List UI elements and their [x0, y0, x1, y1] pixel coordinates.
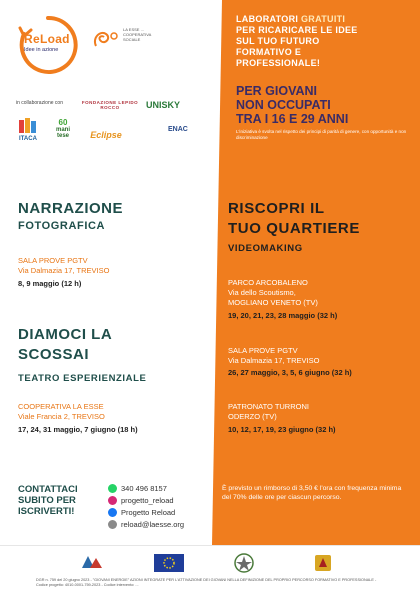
right-section-title-line2: TUO QUARTIERE	[228, 220, 360, 237]
contact-instagram[interactable]	[108, 496, 174, 505]
partner-eclipse-logo: Eclipse	[90, 130, 122, 140]
whatsapp-icon	[108, 484, 117, 493]
itaca-icon	[17, 118, 39, 134]
partner-itaca-logo	[13, 118, 43, 146]
footer-legal-text: DGR n. 759 del 20 giugno 2023 - "GIOVANI ENERGIE" AZIONI INTEGRATE PER L'ATTIVAZIONE DEI GIOVANI NELLA DEFINIZIONE DEL PROPRIO PERCORSO FORMATIVO E PROFESSIONALE - Codice progetto: 4010-0001-759-2023 - Codice intervento: ...	[36, 578, 377, 587]
refund-note: È previsto un rimborso di 3,50 € l'ora con frequenza minima del 70% delle ore per ciascun percorso.	[222, 485, 402, 501]
location1-address1: Via dello Scoutismo,	[228, 288, 296, 297]
contact-facebook-value: Progetto Reload	[121, 508, 176, 517]
target-line1: PER GIOVANI	[236, 84, 318, 98]
section1-title: NARRAZIONE	[18, 200, 123, 217]
right-section-title-line1: RISCOPRI IL	[228, 200, 325, 217]
target-line2: NON OCCUPATI	[236, 98, 331, 112]
collaboration-label: in collaborazione con	[16, 100, 63, 106]
header-line1-a: LABORATORI	[236, 14, 299, 24]
partner-enac-logo: ENAC	[168, 126, 188, 133]
partner-lepido-rocco-logo: FONDAZIONE LEPIDO ROCCO	[81, 100, 139, 110]
email-icon	[108, 520, 117, 529]
italian-republic-emblem-icon	[232, 552, 256, 574]
contact-title-line3: ISCRIVERTI!	[18, 506, 75, 517]
location1-address2: MOGLIANO VENETO (TV)	[228, 298, 318, 307]
section1-subtitle: FOTOGRAFICA	[18, 220, 106, 232]
contact-email-value: reload@laesse.org	[121, 520, 185, 529]
section2-venue-name: COOPERATIVA LA ESSE	[18, 402, 104, 411]
facebook-icon	[108, 508, 117, 517]
location3-address1: ODERZO (TV)	[228, 412, 277, 421]
itaca-label: ITACA	[19, 136, 37, 142]
section2-title-line2: SCOSSAI	[18, 346, 90, 363]
contact-facebook[interactable]	[108, 508, 175, 517]
location1-dates: 19, 20, 21, 23, 28 maggio (32 h)	[228, 311, 338, 320]
section1-dates: 8, 9 maggio (12 h)	[18, 279, 82, 288]
contact-title	[18, 484, 98, 517]
section2-subtitle: TEATRO ESPERIENZIALE	[18, 373, 147, 384]
reload-tagline: Idee in azione	[24, 47, 59, 53]
header-line5: PROFESSIONALE!	[236, 58, 321, 68]
partner-unisky-logo: UNISKY	[145, 100, 180, 110]
section2-dates: 17, 24, 31 maggio, 7 giugno (18 h)	[18, 425, 138, 434]
instagram-icon	[108, 496, 117, 505]
mani-tese-label: mani tese	[55, 127, 70, 139]
eu-flag-icon	[152, 552, 186, 574]
header-line4: FORMATIVO E	[236, 47, 302, 57]
location2-name: SALA PROVE PGTV	[228, 346, 298, 355]
la-esse-logo-text: LA ESSE ... COOPERATIVA SOCIALE	[123, 27, 152, 42]
contact-title-line1: CONTATTACI	[18, 484, 78, 495]
partner-mani-tese-logo: 60 mani tese	[50, 118, 76, 146]
regione-coat-of-arms-icon	[312, 552, 334, 574]
la-esse-logo-icon	[90, 28, 120, 52]
reload-brand-name: ReLoad	[24, 32, 70, 46]
equality-note: L'iniziativa è svolta nel rispetto dei principi di parità di genere, con opportunità e non discriminazione	[236, 129, 407, 140]
contact-phone-value: 340 496 8157	[121, 484, 167, 493]
header-line2: PER RICARICARE LE IDEE	[236, 25, 358, 35]
contact-email[interactable]	[108, 520, 184, 529]
section1-venue-name: SALA PROVE PGTV	[18, 256, 88, 265]
header-line1-b: GRATUITI	[300, 14, 346, 24]
location3-dates: 10, 12, 17, 19, 23 giugno (32 h)	[228, 425, 336, 434]
location1-name: PARCO ARCOBALENO	[228, 278, 308, 287]
target-audience	[236, 84, 411, 126]
section2-venue-address: Viale Francia 2, TREVISO	[18, 412, 105, 421]
contact-title-line2: SUBITO PER	[18, 495, 76, 506]
contact-instagram-value: progetto_reload	[121, 496, 174, 505]
section2-title-line1: DIAMOCI LA	[18, 326, 113, 343]
location3-name: PATRONATO TURRONI	[228, 402, 309, 411]
header-headline	[236, 14, 406, 69]
location2-dates: 26, 27 maggio, 3, 5, 6 giugno (32 h)	[228, 368, 352, 377]
contact-phone[interactable]	[108, 484, 167, 493]
target-line3: TRA I 16 E 29 ANNI	[236, 112, 349, 126]
right-section-subtitle: VIDEOMAKING	[228, 243, 303, 254]
section1-venue-address: Via Dalmazia 17, TREVISO	[18, 266, 110, 275]
right-panel	[212, 0, 420, 545]
header-line3: SUL TUO FUTURO	[236, 36, 320, 46]
location2-address1: Via Dalmazia 17, TREVISO	[228, 356, 320, 365]
regione-veneto-logo-icon	[78, 552, 108, 574]
